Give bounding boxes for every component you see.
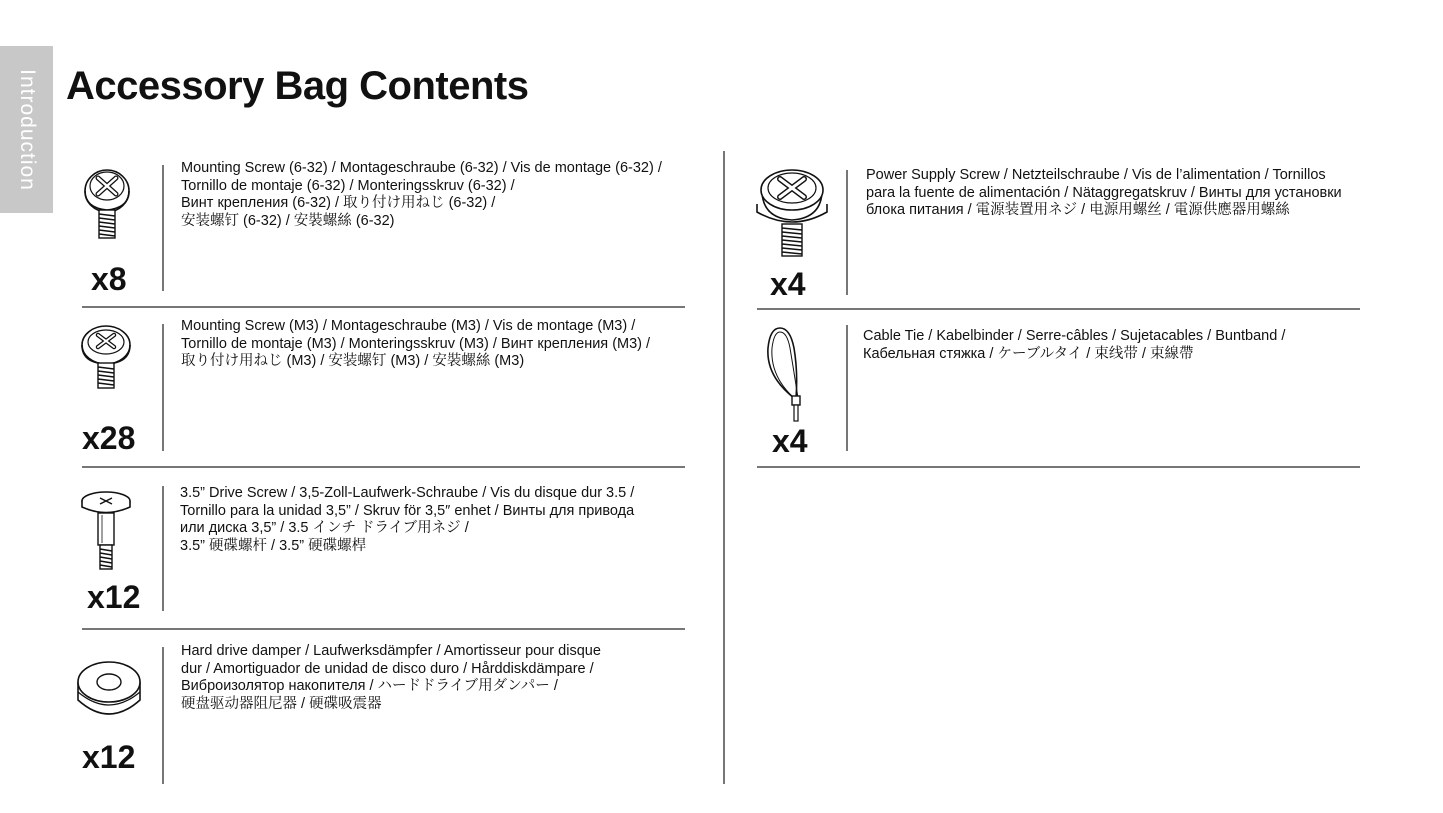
mounting-screw-6-32-icon bbox=[82, 166, 132, 242]
row-separator bbox=[82, 466, 685, 468]
row-separator bbox=[82, 306, 685, 308]
quantity-label: x8 bbox=[91, 261, 127, 297]
row-separator bbox=[82, 628, 685, 630]
row-separator bbox=[757, 466, 1360, 468]
item-description: Mounting Screw (M3) / Montageschraube (M3) / Vis de montage (M3) / Tornillo de montaje (M3) / Monteringsskruv (M3) / Винт крепления (M3) / 取り付け用ねじ (M3) / 安装螺钉 (M3) / 安裝螺絲 (M3) bbox=[181, 318, 651, 370]
quantity-label: x4 bbox=[772, 423, 808, 459]
item-divider bbox=[162, 647, 164, 784]
row-separator bbox=[757, 308, 1360, 310]
item-description: 3.5” Drive Screw / 3,5-Zoll-Laufwerk-Schraube / Vis du disque dur 3.5 / Tornillo para la unidad 3,5” / Skruv för 3,5″ enhet / Винты для привода или диска 3,5” / 3.5 インチ ドライブ用ネジ / 3.5” 硬碟螺杆 / 3.5” 硬碟螺桿 bbox=[180, 485, 635, 554]
quantity-label: x4 bbox=[770, 266, 806, 302]
quantity-label: x12 bbox=[87, 579, 141, 615]
item-description: Hard drive damper / Laufwerksdämpfer / Amortisseur pour disque dur / Amortiguador de unidad de disco duro / Hårddiskdämpare / Виброизолятор накопителя / ハードドライブ用ダンパー / 硬盘驱动器阻尼器 / 硬碟吸震器 bbox=[181, 643, 601, 712]
item-description: Power Supply Screw / Netzteilschraube / Vis de l’alimentation / Tornillos para la fuente de alimentación / Nätaggregatskruv / Винты для установки блока питания / 電源装置用ネジ / 电源用螺丝 / 電源供應器用螺絲 bbox=[866, 167, 1342, 219]
section-tab[interactable] bbox=[0, 46, 53, 213]
item-description: Mounting Screw (6-32) / Montageschraube (6-32) / Vis de montage (6-32) / Tornillo de montaje (6-32) / Monteringsskruv (6-32) / Винт крепления (6-32) / 取り付け用ねじ (6-32) / 安装螺钉 (6-32) / 安裝螺絲 (6-32) bbox=[181, 160, 662, 229]
item-divider bbox=[162, 324, 164, 451]
power-supply-screw-icon bbox=[754, 166, 830, 260]
cable-tie-icon bbox=[764, 326, 814, 426]
drive-screw-icon bbox=[80, 490, 132, 572]
item-divider bbox=[162, 165, 164, 291]
page-title: Accessory Bag Contents bbox=[66, 64, 529, 108]
quantity-label: x28 bbox=[82, 420, 136, 456]
item-description: Cable Tie / Kabelbinder / Serre-câbles / Sujetacables / Buntband / Кабельная стяжка / ケーブルタイ / 束线带 / 束線帶 bbox=[863, 328, 1286, 362]
item-divider bbox=[846, 325, 848, 451]
quantity-label: x12 bbox=[82, 739, 136, 775]
hard-drive-damper-icon bbox=[75, 660, 143, 726]
section-tab-label: Introduction bbox=[15, 68, 39, 191]
column-divider bbox=[723, 151, 725, 784]
item-divider bbox=[846, 170, 848, 295]
mounting-screw-m3-icon bbox=[80, 323, 132, 391]
item-divider bbox=[162, 486, 164, 611]
